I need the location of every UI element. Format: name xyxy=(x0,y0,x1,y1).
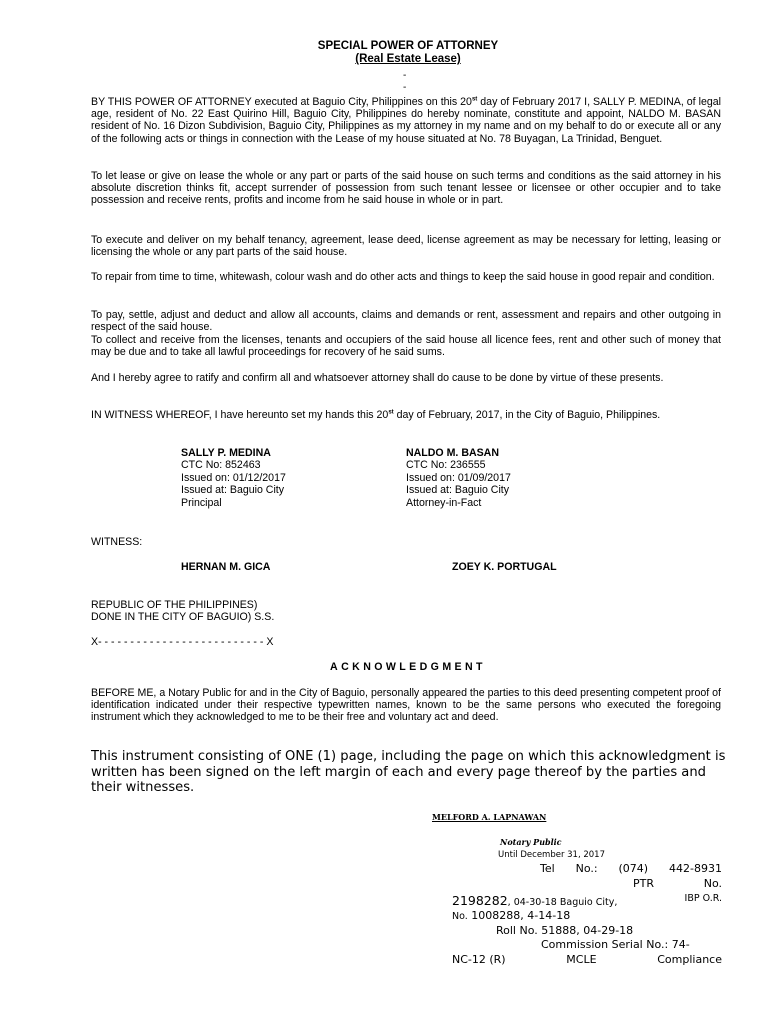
notary-tel-line: Tel No.: (074) 442-8931 xyxy=(540,862,722,875)
notary-name: MELFORD A. LAPNAWAN xyxy=(432,812,547,822)
attorney-name: NALDO M. BASAN xyxy=(406,447,499,459)
notary-roll-line: Roll No. 51888, 04-29-18 xyxy=(496,924,634,937)
paragraph-collect: To collect and receive from the licenses, tenants and occupiers of the said house all licence fees, rent and other such of money that may be due and to take all lawful proceedings for recovery of he said sums. xyxy=(91,334,721,359)
witness-name: HERNAN M. GICA xyxy=(181,561,271,573)
attorney-issued-on: Issued on: 01/09/2017 xyxy=(406,471,511,484)
notary-ibp-line: No. 1008288, 4-14-18 xyxy=(452,909,571,922)
notary-commission-until: Until December 31, 2017 xyxy=(498,850,605,860)
paragraph-pay: To pay, settle, adjust and deduct and allow all accounts, claims and demands or rent, assessment and repairs and other outgoing in respect of the said house. xyxy=(91,309,721,334)
notary-mcle-line: NC-12 (R) MCLE Compliance xyxy=(452,953,722,966)
acknowledgment-paragraph: BEFORE ME, a Notary Public for and in the City of Baguio, personally appeared the parties to this deed presenting competent proof of identification indicated under their respective typewritten names, known to be the same persons who executed the foregoing instrument which they acknowledged to me to be their free and voluntary act and deed. xyxy=(91,687,721,724)
paragraph-ratify: And I hereby agree to ratify and confirm all and whatsoever attorney shall do cause to be done by virtue of these presents. xyxy=(91,372,664,384)
attorney-ctc: CTC No: 236555 xyxy=(406,459,486,472)
dash-mark: - xyxy=(403,82,407,93)
notary-title: Notary Public xyxy=(500,837,562,847)
venue-line: REPUBLIC OF THE PHILIPPINES) xyxy=(91,599,258,611)
attorney-role: Attorney-in-Fact xyxy=(406,496,482,509)
principal-name: SALLY P. MEDINA xyxy=(181,447,271,459)
principal-role: Principal xyxy=(181,496,222,509)
document-title: SPECIAL POWER OF ATTORNEY xyxy=(317,40,499,52)
dash-mark: - xyxy=(403,70,407,81)
witness-label: WITNESS: xyxy=(91,536,143,548)
acknowledgment-heading: ACKNOWLEDGMENT xyxy=(330,661,486,673)
notary-ptr-number-line: 2198282, 04-30-18 Baguio City, IBP O.R. xyxy=(452,893,722,908)
paragraph-let-lease: To let lease or give on lease the whole or any part or parts of the said house on such terms and conditions as the said attorney in his absolute discretion thinks fit, accept surrender of possession from such tenant lessee or licensee or other occupier and to take possession and receive rents, profits and income from he said house in whole or in part. xyxy=(91,170,721,207)
attorney-issued-at: Issued at: Baguio City xyxy=(406,484,510,497)
instrument-paragraph: This instrument consisting of ONE (1) page, including the page on which this acknowledgment is written has been signed on the left margin of each and every page thereof by the parties and their witnesses. xyxy=(91,749,726,796)
document-subtitle: (Real Estate Lease) xyxy=(355,53,461,65)
principal-issued-on: Issued on: 01/12/2017 xyxy=(181,471,286,484)
principal-ctc: CTC No: 852463 xyxy=(181,459,261,472)
paragraph-execute: To execute and deliver on my behalf tenancy, agreement, lease deed, license agreement as may be necessary for letting, leasing or licensing the whole or any part parts of the said house. xyxy=(91,234,721,259)
venue-line: DONE IN THE CITY OF BAGUIO) S.S. xyxy=(91,611,275,623)
intro-paragraph: BY THIS POWER OF ATTORNEY executed at Baguio City, Philippines on this 20st day of February 2017 I, SALLY P. MEDINA, of legal age, resident of No. 22 East Quirino Hill, Baguio City, Philippines do hereby nominate, constitute and appoint, NALDO M. BASAN resident of No. 16 Dizon Subdivision, Baguio City, Philippines as my attorney in my name and on my behalf to do or execute all or any of the following acts or things in connection with the Lease of my house situated at No. 78 Buyagan, La Trinidad, Benguet. xyxy=(91,96,721,145)
principal-issued-at: Issued at: Baguio City xyxy=(181,484,285,497)
witness-clause: IN WITNESS WHEREOF, I have hereunto set my hands this 20st day of February, 2017, in the City of Baguio, Philippines. xyxy=(91,409,661,421)
notary-ptr-line: PTR No. xyxy=(633,877,722,890)
attorney-block xyxy=(406,447,511,509)
principal-block xyxy=(181,447,286,509)
separator-line: X- - - - - - - - - - - - - - - - - - - - - - - - - - X xyxy=(91,636,274,648)
paragraph-repair: To repair from time to time, whitewash, colour wash and do other acts and things to keep the said house in good repair and condition. xyxy=(91,271,715,283)
witness-name: ZOEY K. PORTUGAL xyxy=(452,561,557,573)
notary-commission-line: Commission Serial No.: 74- xyxy=(541,938,690,951)
